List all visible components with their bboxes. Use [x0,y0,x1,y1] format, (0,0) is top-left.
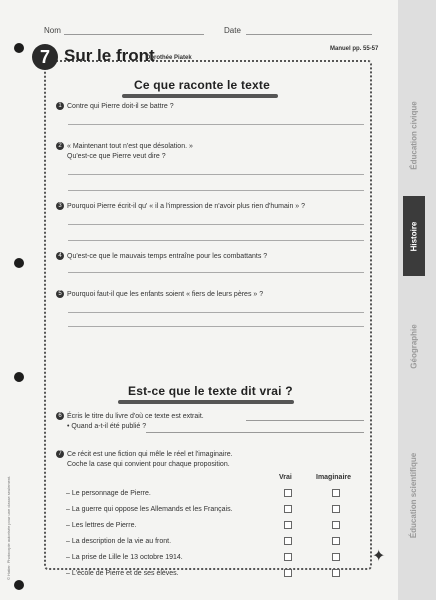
question-text: « Maintenant tout n'est que désolation. » [67,143,193,150]
question-2 [56,142,193,162]
date-label: Date [224,26,241,35]
tab-education-scientifique[interactable] [403,400,425,590]
subject-tabs [398,0,436,600]
binder-hole [14,43,24,53]
question-number: 2 [56,142,64,150]
vrai-checkbox[interactable] [284,521,292,529]
section-title-text: Ce que raconte le texte [134,78,270,92]
question-number: 6 [56,412,64,420]
column-header-vrai: Vrai [279,474,292,481]
question-text: Pourquoi Pierre écrit-il qu' « il a l'impression de n'avoir plus rien d'humain » ? [67,203,306,210]
binder-hole [14,372,24,382]
proposition-row: – L'école de Pierre et de ses élèves. [66,570,179,577]
lesson-title: Sur le front [64,46,155,65]
vrai-checkbox[interactable] [284,553,292,561]
question-5 [56,290,263,300]
title-underline [122,94,278,98]
imaginaire-checkbox[interactable] [332,521,340,529]
question-text: Contre qui Pierre doit-il se battre ? [67,103,174,110]
tab-label: Géographie [409,323,419,369]
binder-hole [14,258,24,268]
question-text: Pourquoi faut-il que les enfants soient « fiers de leurs pères » ? [67,291,264,298]
tab-label: Histoire [409,221,419,251]
answer-line[interactable] [68,240,364,241]
vrai-checkbox[interactable] [284,505,292,513]
section-title-text: Est-ce que le texte dit vrai ? [128,384,293,398]
imaginaire-checkbox[interactable] [332,537,340,545]
answer-line[interactable] [68,326,364,327]
question-1 [56,102,174,112]
copyright-text: © Hatier. Photocopie autorisée pour une classe seulement. [6,475,11,580]
mascot-icon: ✦ [372,548,386,565]
answer-line[interactable] [68,224,364,225]
question-text: Écris le titre du livre d'où ce texte est extrait. [67,413,204,420]
proposition-row: – Le personnage de Pierre. [66,490,151,497]
proposition-row: – La guerre qui oppose les Allemands et les Français. [66,506,233,513]
proposition-row: – La prise de Lille le 13 octobre 1914. [66,554,183,561]
question-3 [56,202,305,212]
question-number: 1 [56,102,64,110]
tab-histoire[interactable] [403,196,425,276]
vrai-checkbox[interactable] [284,537,292,545]
tab-education-civique[interactable] [403,60,425,210]
tab-geographie[interactable] [403,296,425,396]
manuel-reference: Manuel pp. 55-57 [330,46,379,52]
question-text: Ce récit est une fiction qui mêle le réel et l'imaginaire. [67,451,233,458]
tab-label: Éducation scientifique [409,452,419,538]
answer-line[interactable] [68,312,364,313]
date-field[interactable] [246,34,372,35]
answer-line[interactable] [146,432,364,433]
answer-line[interactable] [68,190,364,191]
nom-field[interactable] [64,34,204,35]
lesson-author: Dorothée Piatek [146,55,192,61]
nom-label: Nom [44,26,61,35]
answer-line[interactable] [68,174,364,175]
question-7 [56,450,233,470]
lesson-number-badge: 7 [32,44,58,70]
answer-line[interactable] [246,420,364,421]
imaginaire-checkbox[interactable] [332,505,340,513]
question-number: 4 [56,252,64,260]
imaginaire-checkbox[interactable] [332,553,340,561]
question-number: 7 [56,450,64,458]
imaginaire-checkbox[interactable] [332,569,340,577]
column-header-imaginaire: Imaginaire [316,474,352,481]
vrai-checkbox[interactable] [284,569,292,577]
imaginaire-checkbox[interactable] [332,489,340,497]
copyright-notice [6,420,16,590]
tab-label: Éducation civique [409,100,419,170]
question-6 [56,412,204,432]
question-text: Qu'est-ce que le mauvais temps entraîne pour les combattants ? [67,253,268,260]
question-4 [56,252,267,262]
question-text: Coche la case qui convient pour chaque proposition. [67,461,230,468]
answer-line[interactable] [68,124,364,125]
question-number: 3 [56,202,64,210]
vrai-checkbox[interactable] [284,489,292,497]
title-underline [118,400,294,404]
question-text: Qu'est-ce que Pierre veut dire ? [67,153,166,160]
question-number: 5 [56,290,64,298]
proposition-row: – La description de la vie au front. [66,538,172,545]
answer-line[interactable] [68,272,364,273]
question-text: • Quand a-t-il été publié ? [67,423,147,430]
proposition-row: – Les lettres de Pierre. [66,522,137,529]
